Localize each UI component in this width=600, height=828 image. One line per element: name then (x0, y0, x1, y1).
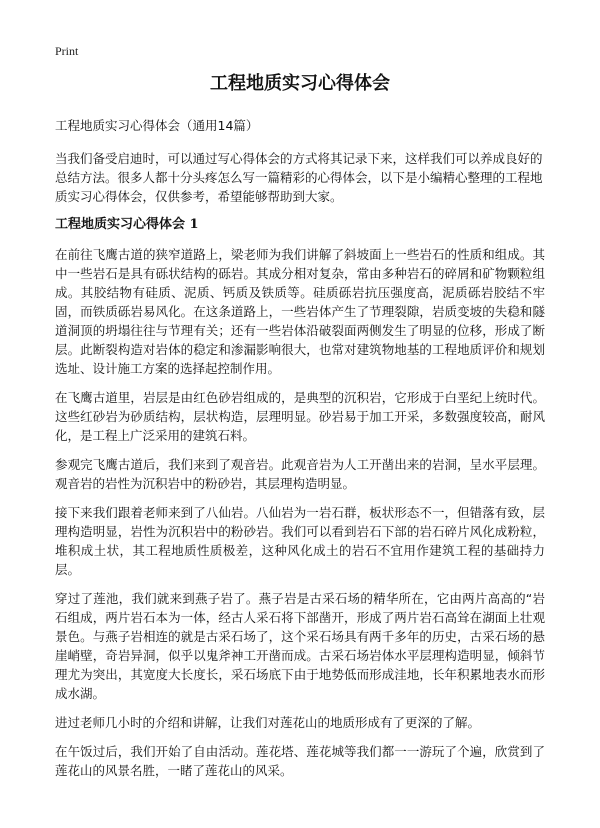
body-paragraph-3: 参观完飞鹰古道后，我们来到了观音岩。此观音岩为人工开凿出来的岩洞，呈水平层理。观音岩的岩性为沉积岩中的粉砂岩，其层理构造明显。 (55, 457, 545, 491)
section-heading: 工程地质实习心得体会 1 (55, 217, 199, 232)
body-paragraph-6: 进过老师几小时的介绍和讲解，让我们对莲花山的地质形成有了更深的了解。 (55, 715, 481, 730)
body-paragraph-5: 穿过了莲池，我们就来到燕子岩了。燕子岩是古采石场的精华所在，它由两片高高的“岩石组成，两片岩石本为一体，经古人采石将下部凿开，形成了两片岩石高耸在湖面上壮观景色。与燕子岩相连的就是古采石场了，这个采石场具有两千多年的历史，古采石场的悬崖峭壁，奇岩异洞，似乎以鬼斧神工开凿而成。古采石场岩体水平层理构造明显，倾斜节理尤为突出，其宽度大长度长，采石场底下由于地势低而形成洼地，长年积累地表水而形成水湖。 (55, 591, 545, 701)
document-subtitle: 工程地质实习心得体会（通用14篇） (55, 118, 259, 133)
body-paragraph-1: 在前往飞鹰古道的狭窄道路上，梁老师为我们讲解了斜坡面上一些岩石的性质和组成。其中一些岩石是具有砾状结构的砾岩。其成分相对复杂，常由多种岩石的碎屑和矿物颗粒组成。其胶结物有硅质、泥质、钙质及铁质等。硅质砾岩抗压强度高，泥质砾岩胶结不牢固，而铁质砾岩易风化。在这条道路上，一些岩体产生了节理裂隙，岩质变坡的失稳和隧道洞顶的坍塌往往与节理有关；还有一些岩体沿破裂面两侧发生了明显的位移，形成了断层。此断裂构造对岩体的稳定和渗漏影响很大，也常对建筑物地基的工程地质评价和规划选址、设计施工方案的选择起控制作用。 (55, 247, 545, 376)
intro-paragraph: 当我们备受启迪时，可以通过写心得体会的方式将其记录下来，这样我们可以养成良好的总结方法。很多人都十分头疼怎么写一篇精彩的心得体会，以下是小编精心整理的工程地质实习心得体会，仅供参考，希望能够帮助到大家。 (55, 151, 543, 204)
print-label[interactable]: Print (55, 44, 79, 58)
body-paragraph-4: 接下来我们跟着老师来到了八仙岩。八仙岩为一岩石群，板状形态不一，但错落有致，层理构造明显，岩性为沉积岩中的粉砂岩。我们可以看到岩石下部的岩石碎片风化成粉粒，堆积成土状，其工程地质性质极差，这种风化成土的岩石不宜用作建筑工程的基础持力层。 (55, 505, 545, 577)
body-paragraph-2: 在飞鹰古道里，岩层是由红色砂岩组成的，是典型的沉积岩，它形成于白垩纪上统时代。这些红砂岩为砂质结构，层状构造，层理明显。砂岩易于加工开采，多数强度较高，耐风化，是工程上广泛采用的建筑石料。 (55, 390, 545, 443)
page-title: 工程地质实习心得体会 (210, 73, 390, 94)
body-paragraph-7: 在午饭过后，我们开始了自由活动。莲花塔、莲花城等我们都一一游玩了个遍，欣赏到了莲花山的风景名胜，一睹了莲花山的风采。 (55, 744, 545, 778)
